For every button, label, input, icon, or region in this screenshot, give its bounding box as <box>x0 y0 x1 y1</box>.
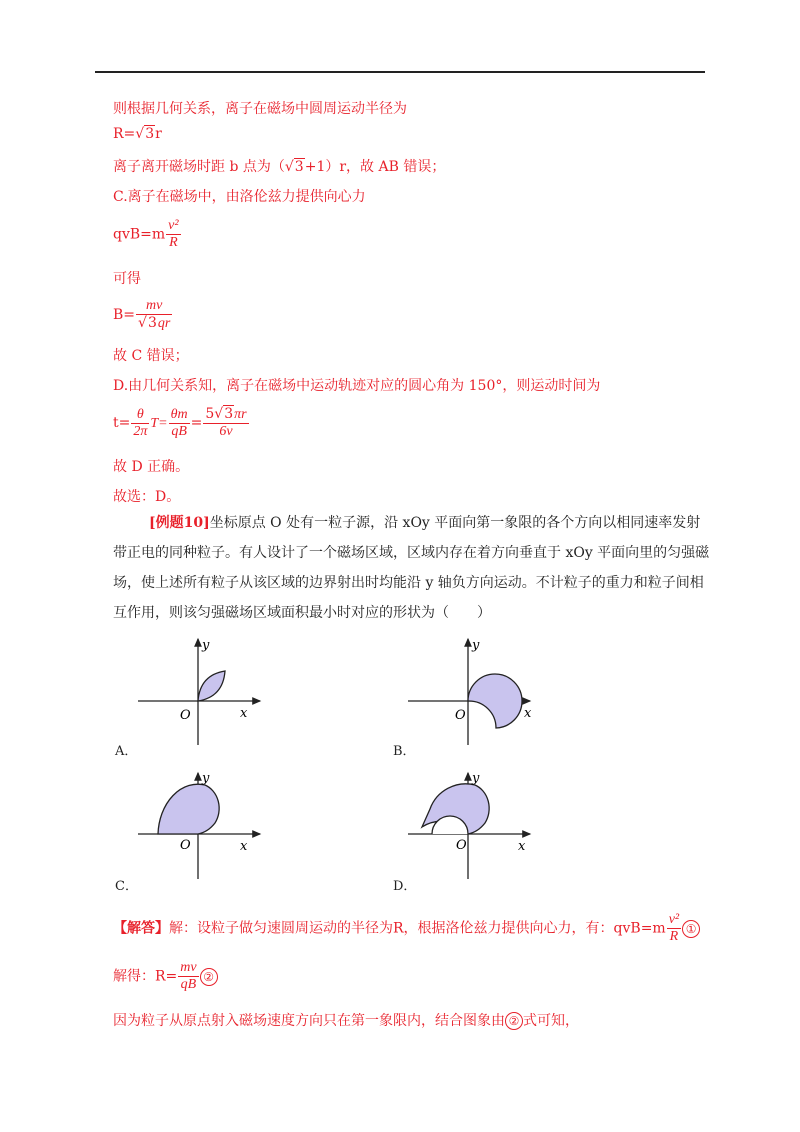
option-c-label[interactable]: C． <box>115 879 138 894</box>
header-rule <box>95 71 705 73</box>
svg-text:O: O <box>180 708 191 723</box>
svg-text:O: O <box>180 838 191 853</box>
option-d-label[interactable]: D． <box>393 879 417 894</box>
solution-line-2: R=√3r <box>113 126 162 142</box>
solution-line-9: D.由几何关系知，离子在磁场中运动轨迹对应的圆心角为 150°，则运动时间为 <box>113 378 601 394</box>
last-line: 因为粒子从原点射入磁场速度方向只在第一象限内，结合图象由 ② 式可知， <box>113 1013 579 1029</box>
solve-line: 解得：R= $\frac{mv}{qB}$ ② <box>113 960 218 993</box>
svg-text:x: x <box>240 706 248 721</box>
solution-line-3: 离子离开磁场时距 b 点为（√3+1）r，故 AB 错误； <box>113 159 446 175</box>
svg-text:x: x <box>240 839 248 854</box>
formula-t: t= $\frac{\theta}{2\pi}$ T= $\frac{\theta m}{qB}$ = $\frac{5√3\pi r}{6v}$ <box>113 406 247 439</box>
answer-line: 【解答】解：设粒子做匀速圆周运动的半径为R，根据洛伦兹力提供向心力，有：qvB=m $\frac{\text{v²}}{R}$ ① <box>113 912 700 945</box>
svg-text:O: O <box>456 838 467 853</box>
formula-b: B= $\frac{mv}{√3qr}$ <box>113 298 171 331</box>
figure-d <box>400 767 540 882</box>
svg-text:y: y <box>202 771 210 786</box>
example-10 <box>113 508 713 628</box>
figure-a <box>130 633 270 748</box>
svg-text:x: x <box>518 839 526 854</box>
solution-line-12: 故选：D。 <box>113 489 181 505</box>
solution-line-1: 则根据几何关系，离子在磁场中圆周运动半径为 <box>113 101 407 117</box>
solution-line-8: 故 C 错误； <box>113 348 189 364</box>
svg-text:y: y <box>202 638 210 653</box>
formula-qvb: qvB=m $\frac{\text{v²}}{R}$ <box>113 218 179 250</box>
figure-c <box>130 767 270 882</box>
svg-text:x: x <box>524 706 532 721</box>
example-text: 坐标原点 O 处有一粒子源，沿 xOy 平面向第一象限的各个方向以相同速率发射带正电的同种粒子。有人设计了一个磁场区域，区域内存在着方向垂直于 xOy 平面向里的匀强磁场，使上述所有粒子从该区域的边界射出时均能沿 y 轴负方向运动。不计粒子的重力和粒子间相互作用，则该匀强磁场区域面积最小时对应的形状为（ ） <box>113 515 710 621</box>
solution-line-11: 故 D 正确。 <box>113 459 190 475</box>
svg-text:y: y <box>472 638 480 653</box>
svg-text:y: y <box>472 771 480 786</box>
svg-text:O: O <box>455 708 466 723</box>
answer-tag: 【解答】 <box>113 920 169 937</box>
option-b-label[interactable]: B． <box>393 744 416 759</box>
option-a-label[interactable]: A． <box>115 744 138 759</box>
solution-line-4: C.离子在磁场中，由洛伦兹力提供向心力 <box>113 189 366 205</box>
solution-line-6: 可得 <box>113 271 141 287</box>
example-tag: [例题10] <box>149 515 210 531</box>
figure-b <box>400 633 540 748</box>
